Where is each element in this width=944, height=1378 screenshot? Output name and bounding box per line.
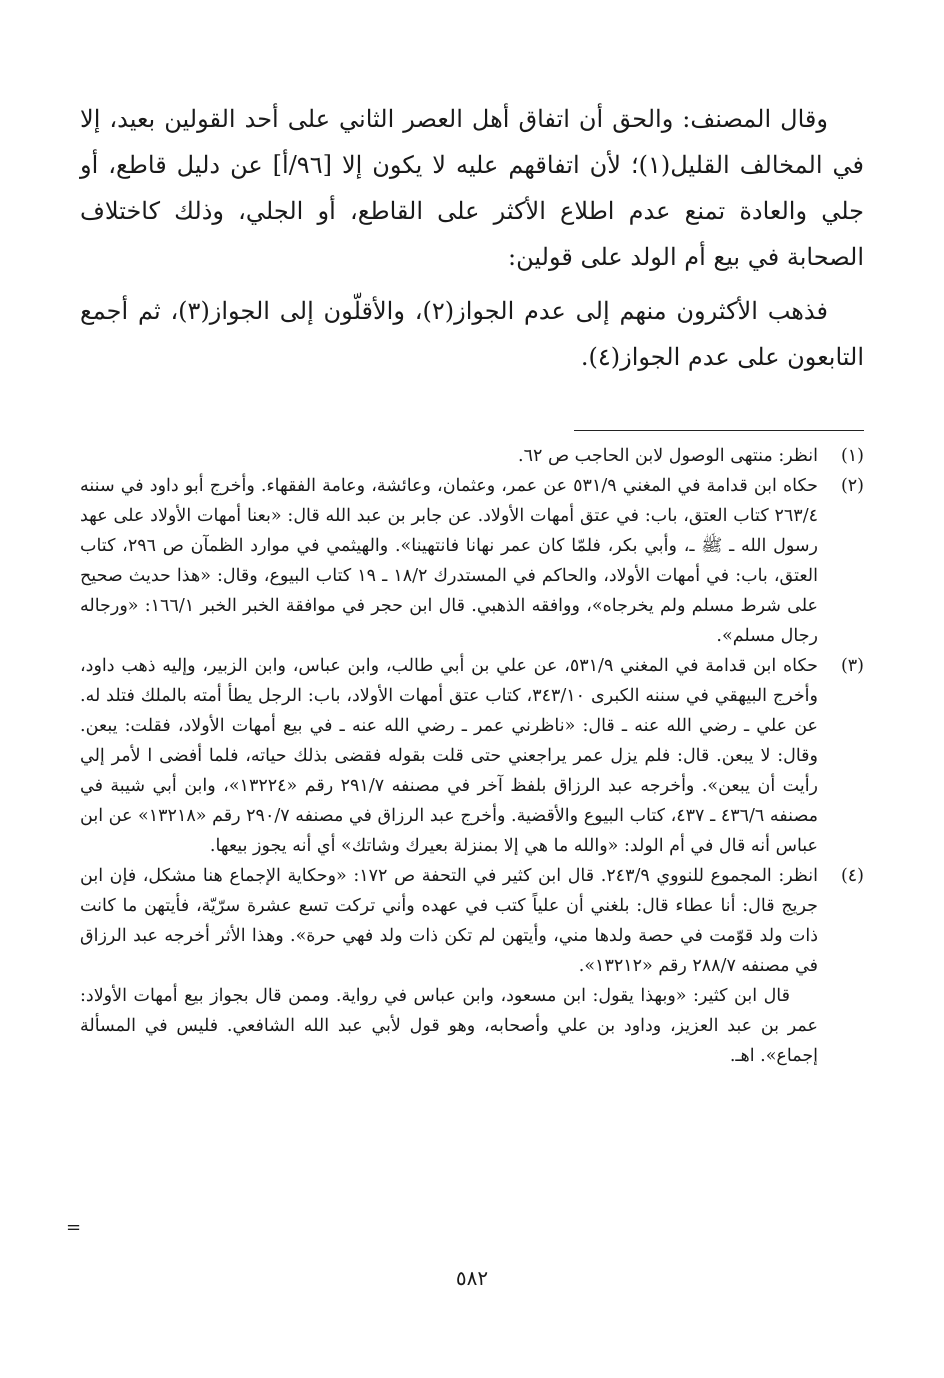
footnote-number: (٢) — [840, 476, 864, 496]
footnote — [80, 441, 864, 471]
footnote — [80, 651, 864, 861]
footnote-text: حكاه ابن قدامة في المغني ٥٣١/٩ عن عمر، وعثمان، وعائشة، وعامة الفقهاء. وأخرج أبو داود في سننه ٢٦٣/٤ كتاب العتق، باب: في عتق أمهات الأولاد. عن جابر بن عبد الله قال: «بعنا أمهات الأولاد على عهد رسول الله ـ ﷺ ـ، وأبي بكر، فلمّا كان عمر نهانا فانتهينا». والهيثمي في موارد الظمآن ص ٢٩٦، كتاب العتق، باب: في أمهات الأولاد، والحاكم في المستدرك ١٨/٢ ـ ١٩ كتاب البيوع، وقال: «هذا حديث صحيح على شرط مسلم ولم يخرجاه»، ووافقه الذهبي. قال ابن حجر في موافقة الخبر الخبر ١٦٦/١: «ورجاله رجال مسلم». — [80, 476, 819, 646]
continuation-mark: = — [66, 1217, 82, 1238]
footnote-separator — [574, 430, 864, 431]
footnote-continuation: قال ابن كثير: «وبهذا يقول: ابن مسعود، وابن عباس في رواية. وممن قال بجواز بيع أمهات الأولاد: عمر بن عبد العزيز، وداود بن علي وأصحابه، وهو قول لأبي عبد الله الشافعي. فليس في المسألة إجماع». اهـ. — [80, 986, 818, 1066]
main-text — [80, 96, 864, 380]
footnote-text: انظر: المجموع للنووي ٢٤٣/٩. قال ابن كثير في التحفة ص ١٧٢: «وحكاية الإجماع هنا مشكل، فإن ابن جريج قال: أنا عطاء قال: بلغني أن علياً كتب في عهده وأني تركت تسع عشرة سرّيّة، فأيتهن ما كانت ذات ولد قوّمت في حصة ولدها مني، وأيتهن لم تكن ذات ولد فهي حرة». وهذا الأثر أخرجه عبد الرزاق في مصنفه ٢٨٨/٧ رقم «١٣٢١٢». — [80, 866, 818, 976]
footnote-text: حكاه ابن قدامة في المغني ٥٣١/٩، عن علي بن أبي طالب، وابن عباس، وابن الزبير، وإليه ذهب داود، وأخرج البيهقي في سننه الكبرى ٣٤٣/١٠، كتاب عتق أمهات الأولاد، باب: الرجل يطأ أمته بالملك فتلد له. عن علي ـ رضي الله عنه ـ قال: «ناظرني عمر ـ رضي الله عنه ـ في بيع أمهات الأولاد، فقلت: يبعن. وقال: لا يبعن. قال: فلم يزل عمر يراجعني حتى قلت بقوله فقضى بذلك حياته، فلما أفضى ا لأمر إلي رأيت أن يبعن». وأخرجه عبد الرزاق بلفظ آخر في مصنفه ٢٩١/٧ رقم «١٣٢٢٤»، وابن أبي شيبة في مصنفه ٤٣٦/٦ ـ ٤٣٧، كتاب البيوع والأقضية. وأخرج عبد الرزاق في مصنفه ٢٩٠/٧ رقم «١٣٢١٨» عن ابن عباس أنه قال في أم الولد: «والله ما هي إلا بمنزلة بعيرك وشاتك» أي أنه يجوز بيعها. — [80, 656, 819, 856]
page-number: ٥٨٢ — [455, 1266, 489, 1290]
footnote — [80, 471, 864, 651]
page-body — [80, 96, 864, 1378]
main-paragraph: وقال المصنف: والحق أن اتفاق أهل العصر الثاني على أحد القولين بعيد، إلا في المخالف القليل(١)؛ لأن اتفاقهم عليه لا يكون إلا [٩٦/أ] عن دليل قاطع، أو جلي والعادة تمنع عدم اطلاع الأكثر على القاطع، أو الجلي، وذلك كاختلاف الصحابة في بيع أم الولد على قولين: — [80, 105, 864, 271]
footnote-number: (٣) — [840, 656, 864, 676]
footnote-text: انظر: منتهى الوصول لابن الحاجب ص ٦٢. — [518, 446, 818, 466]
footnote-number: (١) — [840, 446, 864, 466]
footnote-number: (٤) — [840, 866, 864, 886]
footnote — [80, 861, 864, 981]
main-paragraph: فذهب الأكثرون منهم إلى عدم الجواز(٢)، والأقلّون إلى الجواز(٣)، ثم أجمع التابعون على عدم الجواز(٤). — [80, 297, 864, 371]
footnotes — [80, 441, 864, 1071]
